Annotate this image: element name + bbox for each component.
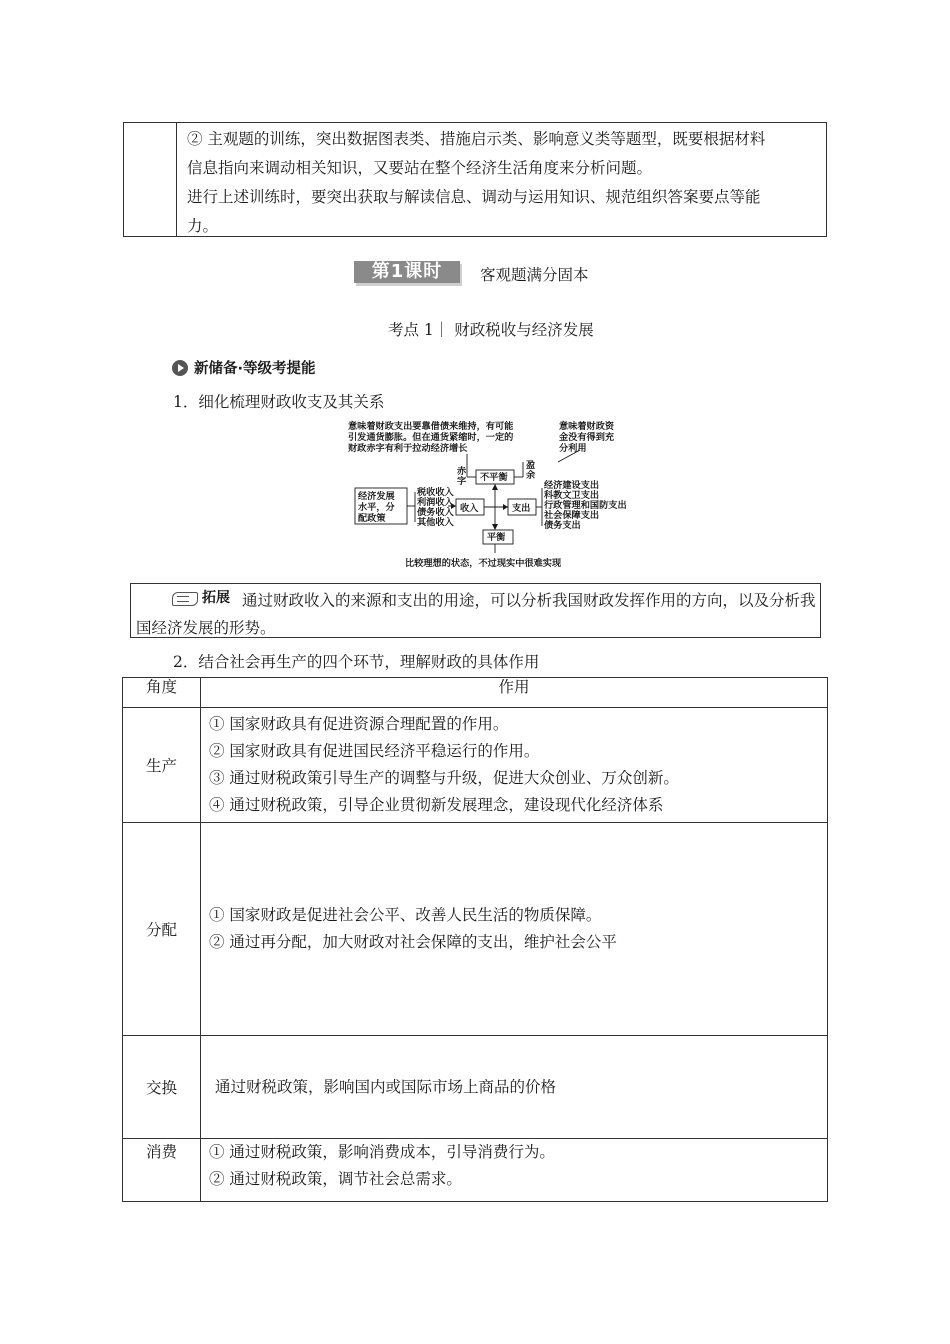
- row-line: ② 通过再分配，加大财政对社会保障的支出，维护社会公平: [209, 933, 617, 951]
- row-line: ② 通过财税政策，调节社会总需求。: [209, 1170, 462, 1188]
- note-right-line: 分利用: [559, 443, 587, 454]
- continuation-line: 进行上述训练时，要突出获取与解读信息、调动与运用知识、规范组织答案要点等能: [187, 188, 761, 206]
- extend-box: [130, 583, 821, 638]
- source-line: 经济发展: [358, 491, 395, 502]
- income-label: 收入: [460, 503, 479, 514]
- row-key: 分配: [123, 823, 201, 1036]
- expense-type: 经济建设支出: [544, 480, 600, 491]
- topic-heading: 考点 1｜ 财政税收与经济发展: [388, 321, 594, 339]
- balanced-label: 平衡: [487, 532, 506, 543]
- continuation-table-left-cell: [124, 123, 177, 236]
- deficit-label: 赤: [457, 466, 467, 477]
- unbalanced-label: 不平衡: [480, 472, 508, 483]
- extend-tag: [172, 585, 230, 612]
- note-bottom: 比较理想的状态，不过现实中很难实现: [405, 558, 562, 569]
- table-row: [123, 1036, 828, 1139]
- row-value: [201, 708, 828, 823]
- surplus-label: 余: [526, 470, 536, 481]
- row-line: ③ 通过财税政策引导生产的调整与升级，促进大众创业、万众创新。: [209, 769, 679, 787]
- table-header-cell: 作用: [201, 678, 828, 708]
- table-row: [123, 823, 828, 1036]
- expense-type: 社会保障支出: [544, 510, 600, 521]
- continuation-table-content: [187, 125, 821, 241]
- table-row: [123, 1139, 828, 1202]
- expense-type: 债务支出: [544, 520, 581, 531]
- expense-type: 行政管理和国防支出: [544, 500, 627, 511]
- income-type: 税收收入: [417, 487, 454, 498]
- row-line: ② 国家财政具有促进国民经济平稳运行的作用。: [209, 742, 540, 760]
- item-2-title: 2．结合社会再生产的四个环节，理解财政的具体作用: [173, 653, 540, 671]
- row-line: 通过财税政策，影响国内或国际市场上商品的价格: [215, 1077, 557, 1096]
- play-circle-icon: [172, 360, 188, 376]
- section-heading: [172, 357, 316, 378]
- continuation-table: [123, 122, 827, 237]
- table-header-row: [123, 678, 828, 708]
- source-line: 配政策: [358, 513, 386, 524]
- section-heading-text: 新储备·等级考提能: [194, 361, 316, 377]
- row-line: ① 国家财政具有促进资源合理配置的作用。: [209, 715, 509, 733]
- extend-tag-label: 拓展: [202, 590, 230, 606]
- finance-diagram: [345, 418, 645, 576]
- row-line: ① 通过财税政策，影响消费成本，引导消费行为。: [209, 1143, 555, 1161]
- row-line: ① 国家财政是促进社会公平、改善人民生活的物质保障。: [209, 906, 602, 924]
- note-right-line: 金没有得到充: [559, 432, 615, 443]
- extend-icon: [172, 592, 198, 606]
- income-type: 利润收入: [417, 497, 454, 508]
- row-key: 生产: [123, 708, 201, 823]
- finance-role-table: [122, 677, 828, 1202]
- note-left-line: 财政赤字有利于拉动经济增长: [348, 443, 468, 454]
- table-row: [123, 708, 828, 823]
- row-value: [201, 1036, 828, 1139]
- income-type: 债务收入: [417, 507, 454, 518]
- note-left-line: 引发通货膨胀。但在通货紧缩时，一定的: [348, 432, 514, 443]
- lesson-badge: 第1课时: [354, 261, 460, 283]
- continuation-line: 力。: [187, 217, 219, 235]
- item-1-title: 1．细化梳理财政收支及其关系: [173, 393, 385, 411]
- continuation-line: 信息指向来调动相关知识，又要站在整个经济生活角度来分析问题。: [187, 159, 653, 177]
- income-type: 其他收入: [417, 517, 454, 528]
- extend-text: 通过财政收入的来源和支出的用途，可以分析我国财政发挥作用的方向，以及分析我国经济发展的形势。: [136, 591, 816, 637]
- expense-label: 支出: [512, 503, 531, 514]
- row-line: ④ 通过财税政策，引导企业贯彻新发展理念，建设现代化经济体系: [209, 796, 664, 814]
- continuation-line: ② 主观题的训练，突出数据图表类、措施启示类、影响意义类等题型，既要根据材料: [187, 130, 766, 148]
- note-right-line: 意味着财政资: [559, 421, 615, 432]
- surplus-label: 盈: [526, 460, 536, 471]
- note-left-line: 意味着财政支出要靠借债来维持，有可能: [348, 421, 514, 432]
- source-line: 水平，分: [358, 502, 395, 513]
- row-key: 消费: [123, 1139, 201, 1202]
- deficit-label: 字: [457, 476, 467, 487]
- expense-type: 科教文卫支出: [544, 490, 600, 501]
- table-header-cell: 角度: [123, 678, 201, 708]
- lesson-subtitle: 客观题满分固本: [480, 266, 589, 284]
- row-value: [201, 1139, 828, 1202]
- row-value: [201, 823, 828, 1036]
- row-key: 交换: [123, 1036, 201, 1139]
